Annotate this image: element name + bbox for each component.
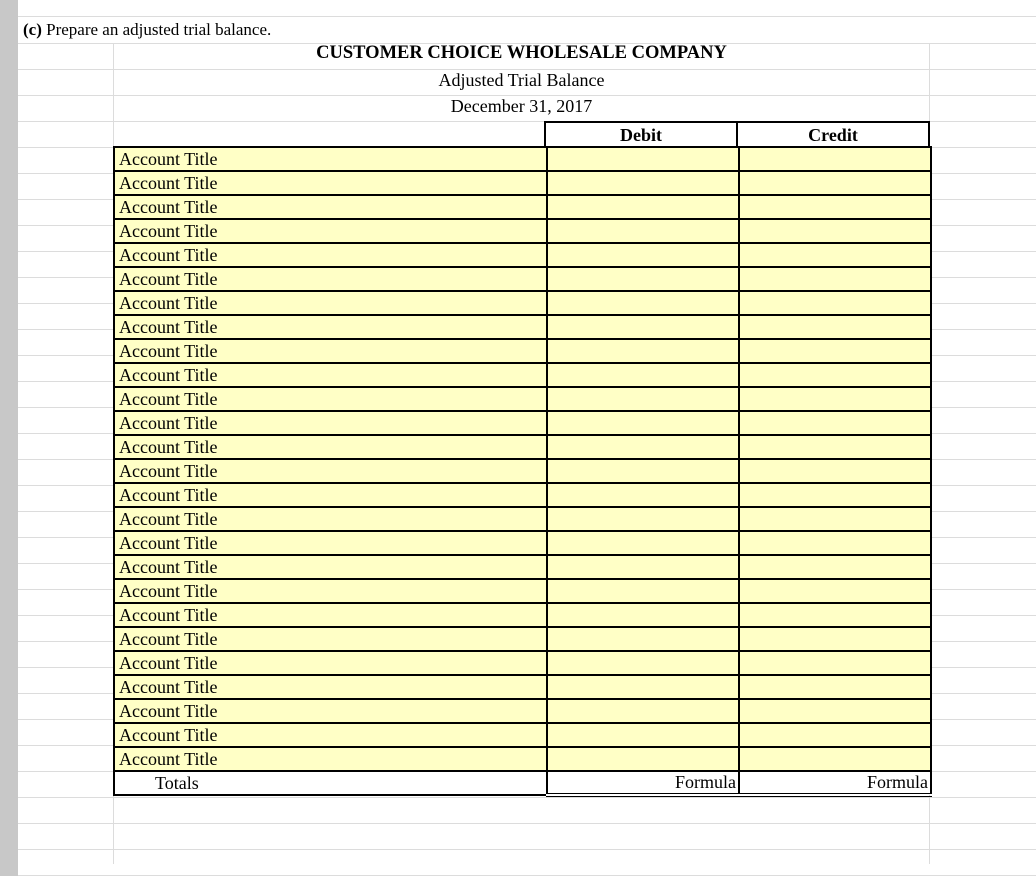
table-row	[114, 387, 931, 411]
debit-input-cell[interactable]	[547, 315, 739, 339]
account-title-cell[interactable]: Account Title	[114, 651, 547, 675]
table-row	[114, 555, 931, 579]
table-row	[114, 651, 931, 675]
account-title-cell[interactable]: Account Title	[114, 243, 547, 267]
credit-input-cell[interactable]	[739, 291, 931, 315]
table-row	[114, 435, 931, 459]
credit-input-cell[interactable]	[739, 627, 931, 651]
credit-input-cell[interactable]	[739, 387, 931, 411]
statement-date: December 31, 2017	[450, 96, 593, 116]
debit-input-cell[interactable]	[547, 627, 739, 651]
instruction	[23, 20, 271, 40]
table-row	[114, 507, 931, 531]
credit-input-cell[interactable]	[739, 147, 931, 171]
debit-input-cell[interactable]	[547, 651, 739, 675]
table-row	[114, 579, 931, 603]
account-title-cell[interactable]: Account Title	[114, 459, 547, 483]
debit-input-cell[interactable]	[547, 459, 739, 483]
table-row	[114, 195, 931, 219]
credit-input-cell[interactable]	[739, 579, 931, 603]
credit-input-cell[interactable]	[739, 339, 931, 363]
account-title-cell[interactable]: Account Title	[114, 267, 547, 291]
debit-input-cell[interactable]	[547, 243, 739, 267]
account-title-cell[interactable]: Account Title	[114, 291, 547, 315]
account-title-cell[interactable]: Account Title	[114, 555, 547, 579]
credit-input-cell[interactable]	[739, 267, 931, 291]
account-title-cell[interactable]: Account Title	[114, 387, 547, 411]
debit-total-cell[interactable]: Formula	[547, 771, 739, 795]
instruction-text: Prepare an adjusted trial balance.	[46, 20, 272, 39]
table-row	[114, 699, 931, 723]
account-title-cell[interactable]: Account Title	[114, 579, 547, 603]
table-row	[114, 603, 931, 627]
credit-input-cell[interactable]	[739, 219, 931, 243]
credit-input-cell[interactable]	[739, 555, 931, 579]
account-title-cell[interactable]: Account Title	[114, 315, 547, 339]
credit-column-header: Credit	[736, 121, 930, 146]
account-title-cell[interactable]: Account Title	[114, 411, 547, 435]
table-row	[114, 267, 931, 291]
table-row	[114, 171, 931, 195]
account-title-cell[interactable]: Account Title	[114, 195, 547, 219]
table-row	[114, 411, 931, 435]
debit-input-cell[interactable]	[547, 291, 739, 315]
table-row	[114, 339, 931, 363]
debit-input-cell[interactable]	[547, 411, 739, 435]
table-row	[114, 627, 931, 651]
statement-title: Adjusted Trial Balance	[438, 70, 605, 90]
company-name: CUSTOMER CHOICE WHOLESALE COMPANY	[316, 43, 727, 63]
debit-input-cell[interactable]	[547, 675, 739, 699]
credit-total-cell[interactable]: Formula	[739, 771, 931, 795]
credit-input-cell[interactable]	[739, 435, 931, 459]
instruction-label: (c)	[23, 20, 42, 39]
table-row	[114, 459, 931, 483]
account-title-cell[interactable]: Account Title	[114, 339, 547, 363]
account-title-cell[interactable]: Account Title	[114, 531, 547, 555]
debit-input-cell[interactable]	[547, 267, 739, 291]
debit-input-cell[interactable]	[547, 195, 739, 219]
account-title-cell[interactable]: Account Title	[114, 219, 547, 243]
credit-input-cell[interactable]	[739, 243, 931, 267]
debit-input-cell[interactable]	[547, 507, 739, 531]
credit-input-cell[interactable]	[739, 411, 931, 435]
debit-column-header: Debit	[544, 121, 738, 146]
debit-input-cell[interactable]	[547, 531, 739, 555]
account-title-cell[interactable]: Account Title	[114, 147, 547, 171]
debit-input-cell[interactable]	[547, 699, 739, 723]
debit-input-cell[interactable]	[547, 483, 739, 507]
table-row	[114, 675, 931, 699]
debit-input-cell[interactable]	[547, 555, 739, 579]
debit-input-cell[interactable]	[547, 747, 739, 771]
debit-input-cell[interactable]	[547, 219, 739, 243]
account-title-cell[interactable]: Account Title	[114, 603, 547, 627]
credit-input-cell[interactable]	[739, 747, 931, 771]
debit-input-cell[interactable]	[547, 435, 739, 459]
account-title-cell[interactable]: Account Title	[114, 171, 547, 195]
table-row	[114, 291, 931, 315]
totals-row	[114, 771, 931, 795]
account-title-cell[interactable]: Account Title	[114, 747, 547, 771]
table-row	[114, 531, 931, 555]
debit-input-cell[interactable]	[547, 171, 739, 195]
debit-input-cell[interactable]	[547, 387, 739, 411]
spreadsheet-sheet	[18, 0, 1036, 876]
table-row	[114, 315, 931, 339]
account-title-cell[interactable]: Account Title	[114, 699, 547, 723]
credit-input-cell[interactable]	[739, 363, 931, 387]
credit-input-cell[interactable]	[739, 507, 931, 531]
table-row	[114, 243, 931, 267]
account-title-cell[interactable]: Account Title	[114, 363, 547, 387]
debit-input-cell[interactable]	[547, 339, 739, 363]
trial-balance-table	[113, 146, 932, 797]
credit-input-cell[interactable]	[739, 651, 931, 675]
credit-input-cell[interactable]	[739, 723, 931, 747]
table-row	[114, 483, 931, 507]
credit-input-cell[interactable]	[739, 459, 931, 483]
debit-input-cell[interactable]	[547, 723, 739, 747]
totals-label: Totals	[114, 771, 547, 795]
credit-input-cell[interactable]	[739, 675, 931, 699]
table-row	[114, 723, 931, 747]
credit-input-cell[interactable]	[739, 699, 931, 723]
credit-input-cell[interactable]	[739, 195, 931, 219]
debit-input-cell[interactable]	[547, 363, 739, 387]
table-row	[114, 147, 931, 171]
account-title-cell[interactable]: Account Title	[114, 483, 547, 507]
debit-input-cell[interactable]	[547, 147, 739, 171]
debit-input-cell[interactable]	[547, 579, 739, 603]
credit-input-cell[interactable]	[739, 315, 931, 339]
table-row	[114, 363, 931, 387]
debit-input-cell[interactable]	[547, 603, 739, 627]
account-title-cell[interactable]: Account Title	[114, 675, 547, 699]
table-row	[114, 219, 931, 243]
credit-input-cell[interactable]	[739, 531, 931, 555]
account-title-cell[interactable]: Account Title	[114, 507, 547, 531]
credit-input-cell[interactable]	[739, 171, 931, 195]
account-title-cell[interactable]: Account Title	[114, 435, 547, 459]
table-row	[114, 747, 931, 771]
credit-input-cell[interactable]	[739, 483, 931, 507]
account-title-cell[interactable]: Account Title	[114, 627, 547, 651]
account-title-cell[interactable]: Account Title	[114, 723, 547, 747]
credit-input-cell[interactable]	[739, 603, 931, 627]
